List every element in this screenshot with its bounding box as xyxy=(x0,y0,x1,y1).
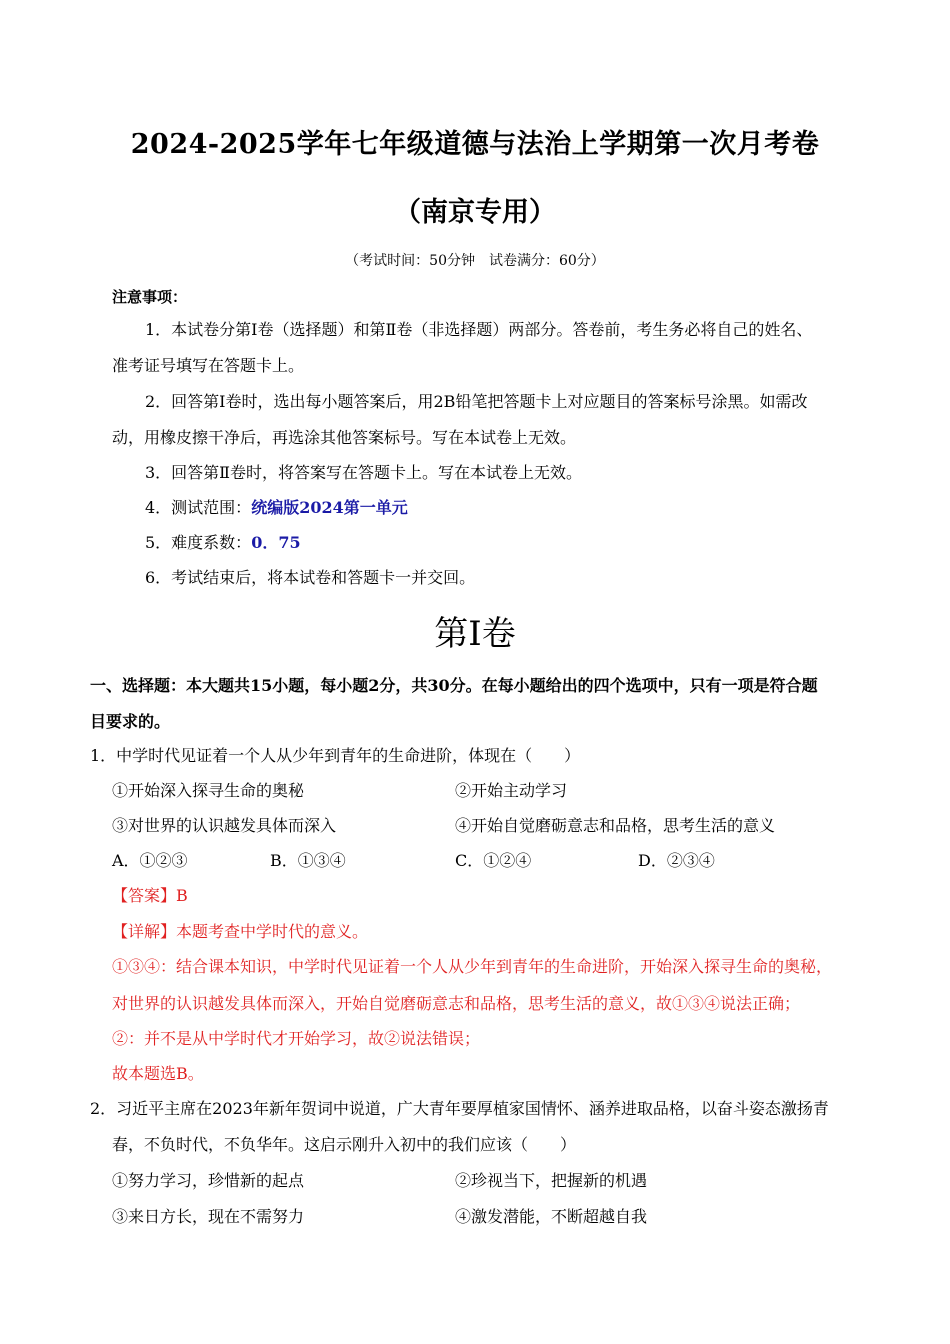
q1-choice-d: D．②③④ xyxy=(638,851,715,870)
q2-stem-line1: 2．习近平主席在2023年新年贺词中说道，广大青年要厚植家国情怀、涵养进取品格，以奋斗姿态激扬青 xyxy=(90,1099,829,1118)
q2-option-4: ④激发潜能，不断超越自我 xyxy=(455,1207,648,1226)
notice-item-2-line2: 动，用橡皮擦干净后，再选涂其他答案标号。写在本试卷上无效。 xyxy=(112,428,577,447)
q1-stem: 1．中学时代见证着一个人从少年到青年的生命进阶，体现在（ ） xyxy=(90,746,581,765)
notice-item-6: 6．考试结束后，将本试卷和答题卡一并交回。 xyxy=(145,568,476,587)
q1-explanation-3: ②：并不是从中学时代才开始学习，故②说法错误； xyxy=(112,1029,481,1048)
exam-info: （考试时间：50分钟 试卷满分：60分） xyxy=(345,253,605,269)
notice-item-3: 3．回答第Ⅱ卷时，将答案写在答题卡上。写在本试卷上无效。 xyxy=(145,463,583,482)
page-subtitle: （南京专用） xyxy=(394,197,556,228)
q1-answer: 【答案】B xyxy=(112,886,188,905)
difficulty-value: 0．75 xyxy=(251,533,301,552)
q1-option-3: ③对世界的认识越发具体而深入 xyxy=(112,816,337,835)
q1-choice-c: C．①②④ xyxy=(455,851,532,870)
test-scope: 统编版2024第一单元 xyxy=(251,498,408,517)
q2-option-3: ③来日方长，现在不需努力 xyxy=(112,1207,305,1226)
notice-item-5-prefix: 5．难度系数： xyxy=(145,533,252,552)
q1-option-1: ①开始深入探寻生命的奥秘 xyxy=(112,781,305,800)
q1-option-4: ④开始自觉磨砺意志和品格，思考生活的意义 xyxy=(455,816,776,835)
q1-option-2: ②开始主动学习 xyxy=(455,781,568,800)
q1-choice-a: A．①②③ xyxy=(112,851,188,870)
q2-option-2: ②珍视当下，把握新的机遇 xyxy=(455,1171,648,1190)
q1-detail: 【详解】本题考查中学时代的意义。 xyxy=(112,922,369,941)
q1-explanation-1: ①③④：结合课本知识，中学时代见证着一个人从少年到青年的生命进阶，开始深入探寻生命的奥秘， xyxy=(112,957,833,976)
q1-explanation-2: 对世界的认识越发具体而深入，开始自觉磨砺意志和品格，思考生活的意义，故①③④说法正确； xyxy=(112,994,801,1013)
notice-item-1-line1: 1．本试卷分第Ⅰ卷（选择题）和第Ⅱ卷（非选择题）两部分。答卷前，考生务必将自己的姓名、 xyxy=(145,320,813,339)
part1-heading-line2: 目要求的。 xyxy=(90,712,171,731)
notice-item-5 xyxy=(145,533,301,553)
q2-stem-line2: 春，不负时代，不负华年。这启示刚升入初中的我们应该（ ） xyxy=(112,1135,577,1154)
q1-conclusion: 故本题选B。 xyxy=(112,1064,204,1083)
q1-choice-b: B．①③④ xyxy=(270,851,346,870)
notice-heading: 注意事项： xyxy=(112,288,188,306)
notice-item-4-prefix: 4．测试范围： xyxy=(145,498,252,517)
part1-heading-line1: 一、选择题：本大题共15小题，每小题2分，共30分。在每小题给出的四个选项中，只有一项是符合题 xyxy=(90,676,818,695)
notice-item-1-line2: 准考证号填写在答题卡上。 xyxy=(112,356,305,375)
notice-item-2-line1: 2．回答第Ⅰ卷时，选出每小题答案后，用2B铅笔把答题卡上对应题目的答案标号涂黑。如需改 xyxy=(145,392,808,411)
page-title: 2024-2025学年七年级道德与法治上学期第一次月考卷 xyxy=(130,129,820,160)
section-title: 第Ⅰ卷 xyxy=(434,614,516,654)
q2-option-1: ①努力学习，珍惜新的起点 xyxy=(112,1171,305,1190)
notice-item-4 xyxy=(145,498,408,518)
